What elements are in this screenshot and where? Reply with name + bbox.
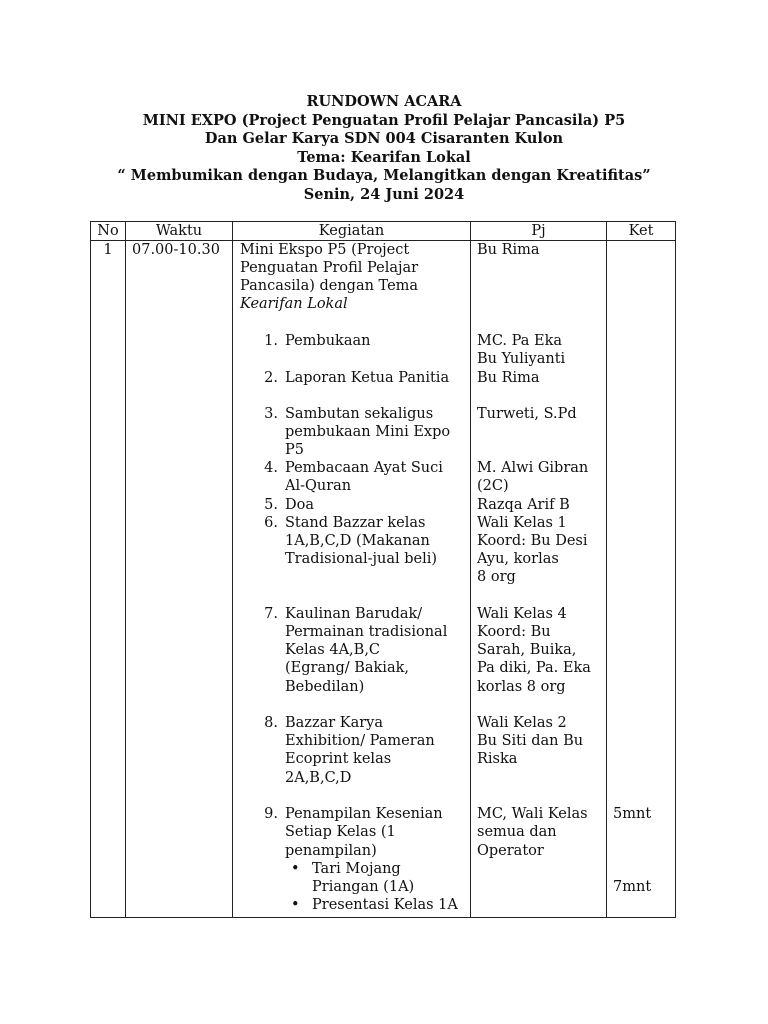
pj-line: Wali Kelas 2 (477, 715, 567, 732)
pj-cell (471, 241, 607, 918)
list-item-cont: Tradisional-jual beli) (285, 551, 438, 568)
document-header (0, 93, 768, 204)
kegiatan-cell (233, 241, 471, 918)
pj-line: Koord: Bu (477, 624, 551, 641)
list-item: Sambutan sekaligus (285, 406, 434, 423)
pj-line: Ayu, korlas (477, 551, 559, 568)
list-item-cont: Al-Quran (285, 478, 352, 495)
intro-line: Penguatan Profil Pelajar (240, 260, 419, 277)
pj-line: M. Alwi Gibran (477, 460, 589, 477)
pj-line: Koord: Bu Desi (477, 533, 588, 550)
pj-line: Turweti, S.Pd (477, 406, 577, 423)
intro-line: Mini Ekspo P5 (Project (240, 242, 410, 259)
bullet-icon: • (291, 897, 300, 914)
rundown-table (90, 221, 676, 918)
column-header-pj: Pj (471, 222, 607, 241)
ket-cell (607, 241, 676, 918)
column-header-ket: Ket (607, 222, 676, 241)
row-number: 1 (91, 241, 126, 918)
pj-line: 8 org (477, 569, 516, 586)
list-item-cont: Setiap Kelas (1 (285, 824, 396, 841)
list-item-cont: pembukaan Mini Expo (285, 424, 451, 441)
header-theme: Tema: Kearifan Lokal (297, 148, 471, 166)
bullet-icon: • (291, 861, 300, 878)
list-item-number: 8. (264, 715, 278, 732)
pj-line: korlas 8 org (477, 679, 566, 696)
pj-line: Razqa Arif B (477, 497, 570, 514)
list-item: Pembukaan (285, 333, 371, 350)
list-item-cont: P5 (285, 442, 304, 459)
list-item-cont: Bebedilan) (285, 679, 365, 696)
list-item-number: 5. (264, 497, 278, 514)
list-item-cont: Permainan tradisional (285, 624, 448, 641)
pj-line: Wali Kelas 4 (477, 606, 567, 623)
list-item: Bazzar Karya (285, 715, 384, 732)
pj-line: Operator (477, 843, 544, 860)
header-event-name: MINI EXPO (Project Penguatan Profil Pelajar Pancasila) P5 (142, 111, 626, 129)
table-row (91, 241, 676, 918)
pj-line: Sarah, Buika, (477, 642, 577, 659)
list-item-number: 7. (264, 606, 278, 623)
pj-line: Wali Kelas 1 (477, 515, 567, 532)
pj-line: MC, Wali Kelas (477, 806, 588, 823)
column-header-kegiatan: Kegiatan (233, 222, 471, 241)
list-item-cont: penampilan) (285, 843, 377, 860)
list-item-cont: Kelas 4A,B,C (285, 642, 381, 659)
pj-line: semua dan (477, 824, 557, 841)
list-item-cont: 1A,B,C,D (Makanan (285, 533, 430, 550)
list-item: Penampilan Kesenian (285, 806, 443, 823)
list-item-number: 9. (264, 806, 278, 823)
list-item-cont: 2A,B,C,D (285, 770, 352, 787)
list-item-number: 1. (264, 333, 278, 350)
ket-duration: 5mnt (613, 806, 652, 823)
ket-duration: 7mnt (613, 879, 652, 896)
list-item: Stand Bazzar kelas (285, 515, 426, 532)
pj-line: (2C) (477, 478, 509, 495)
header-title: RUNDOWN ACARA (306, 93, 462, 110)
pj-intro: Bu Rima (477, 242, 540, 259)
intro-line: Pancasila) dengan Tema (240, 278, 419, 295)
header-school: Dan Gelar Karya SDN 004 Cisaranten Kulon (204, 130, 564, 147)
list-item-number: 2. (264, 370, 278, 387)
pj-line: Riska (477, 751, 518, 768)
table-header-row (91, 222, 676, 241)
column-header-waktu: Waktu (126, 222, 233, 241)
pj-line: Bu Rima (477, 370, 540, 387)
list-item-number: 3. (264, 406, 278, 423)
list-item-cont: Exhibition/ Pameran (285, 733, 435, 750)
intro-theme-italic: Kearifan Lokal (240, 296, 348, 313)
header-tagline: “ Membumikan dengan Budaya, Melangitkan dengan Kreatifitas” (117, 167, 651, 184)
pj-line: Bu Yuliyanti (477, 351, 566, 368)
row-time: 07.00-10.30 (126, 241, 233, 918)
pj-line: Bu Siti dan Bu (477, 733, 584, 750)
list-item-cont: Ecoprint kelas (285, 751, 392, 768)
list-item: Kaulinan Barudak/ (285, 606, 423, 623)
list-item: Laporan Ketua Panitia (285, 370, 450, 387)
sub-list-item: Tari Mojang (312, 861, 401, 878)
column-header-no: No (91, 222, 126, 241)
list-item-cont: (Egrang/ Bakiak, (285, 660, 409, 677)
list-item-number: 4. (264, 460, 278, 477)
list-item: Doa (285, 497, 314, 514)
pj-line: MC. Pa Eka (477, 333, 563, 350)
sub-list-item: Presentasi Kelas 1A (312, 897, 458, 914)
header-date: Senin, 24 Juni 2024 (303, 185, 465, 203)
sub-list-item-cont: Priangan (1A) (312, 879, 415, 896)
pj-line: Pa diki, Pa. Eka (477, 660, 591, 677)
list-item-number: 6. (264, 515, 278, 532)
list-item: Pembacaan Ayat Suci (285, 460, 443, 477)
